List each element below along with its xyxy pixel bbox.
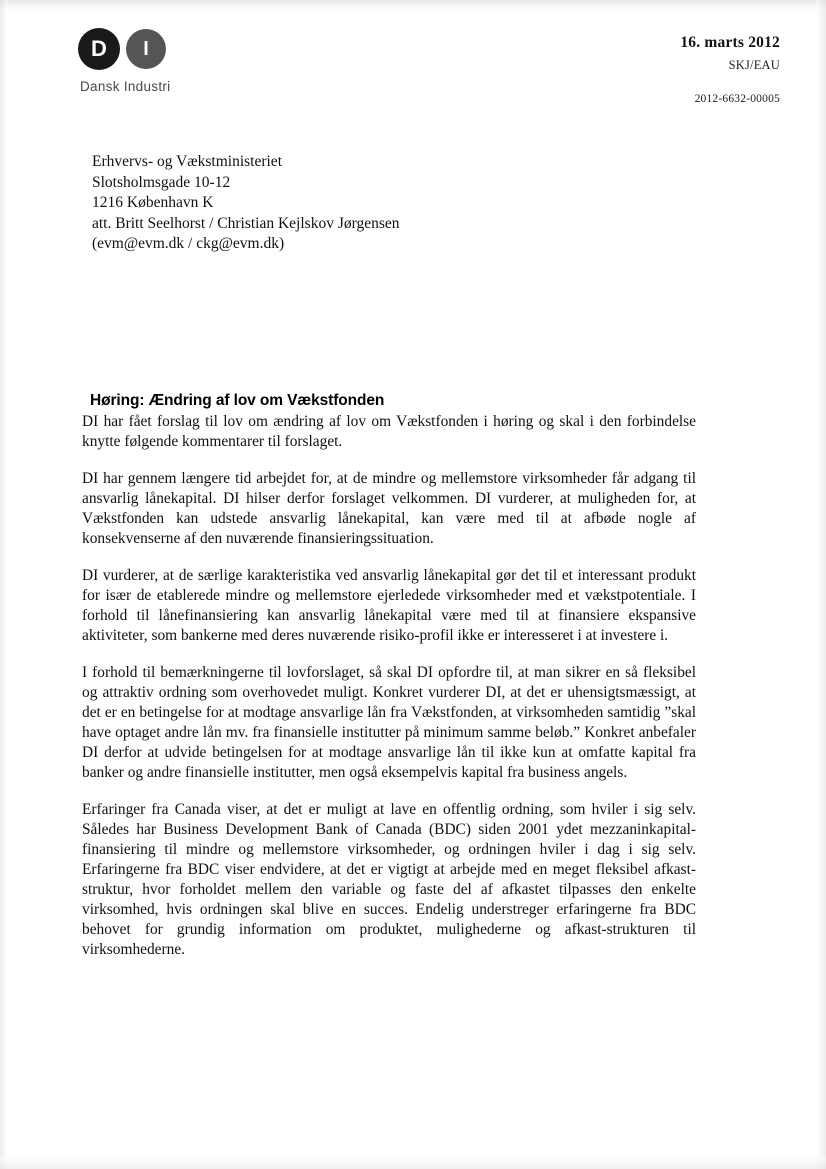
recipient-address [92,152,400,255]
letter-date: 16. marts 2012 [680,34,780,51]
letter-paragraph: DI har gennem længere tid arbejdet for, at de mindre og mellemstore virksomheder får adgang til ansvarlig lånekapital. DI hilser derfor forslaget velkommen. DI vurderer, at muligheden for, at Vækstfonden kan udstede ansvarlig lånekapital, kan være med til at afbøde nogle af konsekvenserne af den nuværende finansieringssituation. [82,470,696,548]
scan-edge-right [816,0,826,1169]
letterhead-meta [680,34,780,105]
address-line-2: Slotsholmsgade 10-12 [92,173,231,191]
letter-paragraph: I forhold til bemærkningerne til lovforslaget, så skal DI opfordre til, at man sikrer en så fleksibel og attraktiv ordning som overhovedet muligt. Konkret vurderer DI, at det er uhensigtsmæssigt, at det er en betingelse for at modtage ansvarlige lån fra Vækstfonden, at virksomheden samtidig ”skal have optaget andre lån mv. fra finansielle institutter på minimum samme beløb.” Konkret anbefaler DI derfor at udvide betingelsen for at modtage ansvarlige lån til ikke kun at omfatte kapital fra banker og andre finansielle institutter, men også eksempelvis kapital fra business angels. [82,664,696,782]
logo-d-icon: D [78,28,120,70]
letter-paragraph: DI har fået forslag til lov om ændring af lov om Vækstfonden i høring og skal i den forbindelse knytte følgende kommentarer til forslaget. [82,413,696,451]
letter-reference-number: 2012-6632-00005 [694,93,780,105]
address-line-5: (evm@evm.dk / ckg@evm.dk) [92,235,285,253]
scan-edge-top [0,0,826,10]
letterhead-logo [78,28,278,94]
logo-caption: Dansk Industri [80,79,171,94]
scan-edge-bottom [0,1157,826,1169]
address-line-1: Erhvervs- og Vækstministeriet [92,153,282,170]
letter-body [82,392,696,977]
address-line-4: att. Britt Seelhorst / Christian Kejlskov Jørgensen [92,214,400,232]
letter-initials: SKJ/EAU [728,58,780,72]
letter-paragraph: DI vurderer, at de særlige karakteristika ved ansvarlig lånekapital gør det til et interessant produkt for især de etablerede mindre og mellemstore ejerledede virksomheder med et vækstpotentiale. I forhold til lånefinansiering kan ansvarlig lånekapital være med til at finansiere ekspansive aktiviteter, som bankerne med deres nuværende risiko-profil ikke er interesseret i at investere i. [82,567,696,645]
logo-marks [78,28,278,70]
address-line-3: 1216 København K [92,194,214,212]
letter-subject: Høring: Ændring af lov om Vækstfonden [90,392,385,409]
letter-paragraph: Erfaringer fra Canada viser, at det er muligt at lave en offentlig ordning, som hviler i sig selv. Således har Business Development Bank of Canada (BDC) siden 2001 ydet mezzaninkapital-finansiering til mindre og mellemstore virksomheder, og ordningen hviler i dag i sig selv. Erfaringerne fra BDC viser endvidere, at det er vigtigt at arbejde med en meget fleksibel afkast-struktur, hvor forholdet mellem den variable og faste del af afkastet tilpasses den enkelte virksomhed, hvis ordningen skal blive en succes. Endelig understreger erfaringerne fra BDC behovet for grundig information om produktet, mulighederne og afkast-strukturen til virksomhederne. [82,801,696,959]
scan-edge-left [0,0,8,1169]
logo-i-icon: I [126,29,166,69]
